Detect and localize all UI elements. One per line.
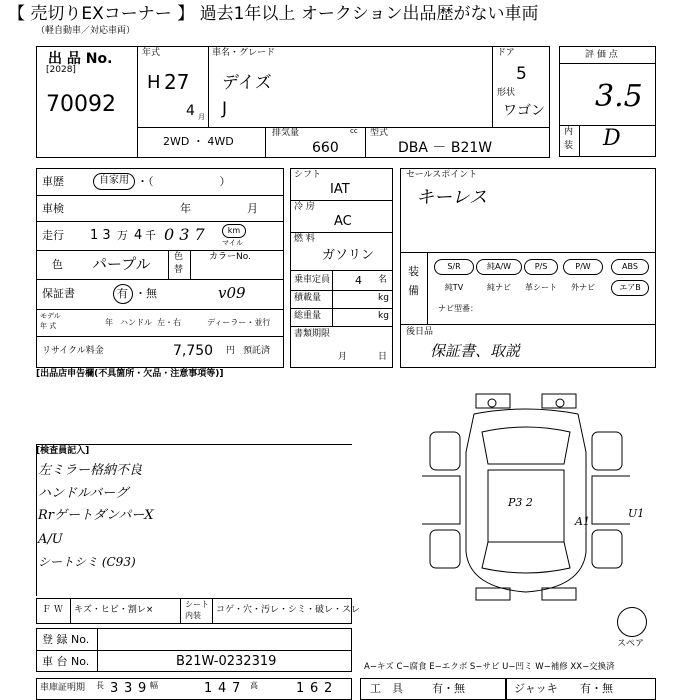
equip-abs: ABS bbox=[611, 259, 649, 275]
cert-digit: 2 bbox=[324, 681, 333, 696]
mileage-rest: 0 3 7 bbox=[164, 225, 205, 244]
cert-digit: 長 bbox=[96, 681, 104, 690]
lot-label: 出 品 No. bbox=[48, 51, 113, 67]
mileage-label: 走行 bbox=[42, 229, 64, 242]
cert-label: 車庫証明期 bbox=[40, 683, 86, 693]
fw-label: Ｆ Ｗ bbox=[42, 605, 63, 615]
door-label: ドア bbox=[497, 48, 515, 58]
recycle-label: リサイクル料金 bbox=[42, 346, 104, 356]
salespoint-label: セールスポイント bbox=[406, 170, 478, 180]
weight-unit: kg bbox=[378, 311, 389, 321]
displacement-label: 排気量 bbox=[272, 128, 300, 138]
weight-label: 総重量 bbox=[294, 311, 322, 321]
diagram-note-3: U1 bbox=[628, 507, 645, 520]
recycle-unit: 円 bbox=[226, 346, 236, 356]
year-month: 4 bbox=[186, 103, 195, 119]
equip-alloy: 純A/W bbox=[476, 259, 522, 275]
recycle-value: 7,750 bbox=[173, 343, 214, 359]
tools-label: 工 具 bbox=[370, 682, 403, 695]
equip-airbag: エアB bbox=[611, 280, 649, 296]
chassis-value: B21W-0232319 bbox=[176, 654, 277, 669]
score-value: 3.5 bbox=[595, 79, 643, 114]
condition-items-1: キズ・ヒビ・割レ× bbox=[74, 605, 154, 615]
warranty-no: ・無 bbox=[135, 287, 157, 300]
ac-label: 冷 房 bbox=[294, 202, 315, 212]
history-label: 車歴 bbox=[42, 175, 64, 188]
name-grade: J bbox=[222, 99, 228, 119]
load-unit: kg bbox=[378, 293, 389, 303]
model-label: 型式 bbox=[370, 128, 389, 138]
cert-digit: 4 bbox=[218, 681, 227, 696]
shift-label: シフト bbox=[294, 170, 322, 180]
docs-month: 月 bbox=[338, 352, 348, 362]
equip-sr: S/R bbox=[434, 259, 474, 275]
seat-label-1: シート bbox=[185, 600, 209, 609]
warranty-label: 保証書 bbox=[42, 287, 75, 300]
cert-digit: 3 bbox=[124, 681, 133, 696]
displacement-value: 660 bbox=[312, 140, 339, 156]
shape-value: ワゴン bbox=[503, 103, 545, 119]
name-value: デイズ bbox=[222, 73, 272, 93]
door-value: 5 bbox=[516, 64, 527, 84]
name-label: 車名・グレード bbox=[212, 48, 276, 58]
left-table bbox=[36, 168, 284, 368]
shape-label: 形状 bbox=[497, 88, 516, 98]
top-note: （軽自動車／対応車両） bbox=[36, 26, 136, 36]
year-label: 年式 bbox=[142, 48, 161, 58]
cert-digit: 幅 bbox=[150, 681, 158, 690]
jack-label: ジャッキ bbox=[514, 682, 558, 695]
equip-ps: P/S bbox=[524, 259, 558, 275]
diagram-note-2: A1 bbox=[575, 515, 590, 528]
load-label: 積載量 bbox=[294, 293, 322, 303]
modelyear-dealer: ディーラー・並行 bbox=[207, 318, 271, 327]
capacity-value: 4 bbox=[355, 274, 362, 287]
displacement-unit: cc bbox=[350, 127, 358, 135]
registration-label: 登 録 No. bbox=[42, 633, 90, 646]
cert-digit: 9 bbox=[138, 681, 147, 696]
modelyear-label-2: 年 式 bbox=[40, 322, 57, 330]
warranty-yes: 有 bbox=[117, 287, 128, 300]
inspector-line-1: 左ミラー格納不良 bbox=[38, 463, 143, 478]
mileage-unit: km bbox=[222, 224, 246, 238]
color-value: パープル bbox=[92, 255, 151, 273]
color-change-2: 替 bbox=[174, 265, 184, 275]
history-circled: 自家用 bbox=[93, 173, 135, 190]
modelyear-lr: 左・右 bbox=[157, 318, 181, 327]
seat-label-2: 内装 bbox=[185, 611, 201, 620]
color-label: 色 bbox=[52, 258, 63, 271]
jack-value: 有・無 bbox=[580, 682, 613, 695]
mileage-sen-unit: 千 bbox=[145, 229, 156, 242]
lot-number: 70092 bbox=[46, 92, 116, 117]
shift-value: IAT bbox=[330, 182, 350, 197]
cert-digit: 高 bbox=[250, 681, 258, 690]
inspector-line-3: RrゲートダンパーX bbox=[38, 508, 154, 523]
modelyear-handle: ハンドル bbox=[120, 318, 152, 327]
damage-legend: A−キズ C−腐食 E−エクボ S−サビ U−凹ミ W−補修 XX−交換済 bbox=[364, 662, 615, 672]
cert-digit: 6 bbox=[310, 681, 319, 696]
equip-tv: 純TV bbox=[444, 283, 464, 292]
recycle-note: 預託済 bbox=[243, 346, 271, 356]
header-title: 【 売切りEXコーナー 】 過去1年以上 オークション出品歴がない車両 bbox=[8, 4, 539, 24]
equip-label-2: 備 bbox=[408, 284, 419, 297]
score-label: 評 価 点 bbox=[585, 50, 618, 60]
spare-tire-icon bbox=[617, 607, 647, 637]
inspector-label: [検査員記入] bbox=[36, 446, 90, 456]
inspector-line-5: シートシミ (C93) bbox=[38, 555, 136, 569]
cert-digit: 1 bbox=[204, 681, 213, 696]
diagram-note-1: P3 2 bbox=[508, 496, 533, 509]
condition-items-2: コゲ・穴・汚レ・シミ・破レ・スレ bbox=[216, 605, 361, 615]
inspector-line-4: A/U bbox=[38, 532, 63, 547]
year-month-unit: 月 bbox=[198, 113, 205, 121]
cert-digit: 7 bbox=[232, 681, 241, 696]
cert-digit: 1 bbox=[296, 681, 305, 696]
later-value: 保証書、取説 bbox=[430, 342, 521, 360]
lot-year-tag: [2028] bbox=[46, 65, 76, 75]
mileage-sen: 4 bbox=[134, 228, 143, 243]
color-change-1: 色 bbox=[174, 252, 184, 262]
fuel-value: ガソリン bbox=[322, 248, 375, 263]
inspection-month: 月 bbox=[247, 202, 258, 215]
inspection-year: 年 bbox=[180, 202, 191, 215]
inspection-label: 車検 bbox=[42, 202, 64, 215]
equip-navi-model: ナビ型番： bbox=[438, 304, 478, 313]
modelyear-label-1: モデル bbox=[40, 312, 61, 320]
chassis-label: 車 台 No. bbox=[42, 655, 90, 668]
history-rest: ・（ ） bbox=[137, 175, 231, 188]
interior-label-1: 内 bbox=[564, 127, 574, 137]
year-value: 27 bbox=[164, 70, 190, 94]
equip-label-1: 装 bbox=[408, 265, 419, 278]
equip-navi: 純ナビ bbox=[487, 283, 511, 292]
interior-label-2: 装 bbox=[564, 141, 574, 151]
drive-value: 2WD ・ 4WD bbox=[163, 135, 234, 148]
salespoint-value: キーレス bbox=[416, 187, 488, 208]
cert-digit: 3 bbox=[110, 681, 119, 696]
inspector-line-2: ハンドルバーグ bbox=[38, 486, 129, 501]
later-label: 後日品 bbox=[406, 327, 434, 337]
tools-value: 有・無 bbox=[432, 682, 465, 695]
mileage-man: 1 3 bbox=[90, 228, 111, 243]
spare-label: スペア bbox=[617, 639, 645, 649]
mileage-unit2: マイル bbox=[222, 239, 243, 247]
color-no-label: カラーNo. bbox=[209, 252, 251, 262]
model-value: DBA － B21W bbox=[398, 140, 493, 156]
modelyear-year: 年 bbox=[105, 318, 113, 327]
interior-value: D bbox=[603, 126, 621, 151]
mileage-man-unit: 万 bbox=[117, 229, 128, 242]
fuel-label: 燃 料 bbox=[294, 234, 315, 244]
equip-pw: P/W bbox=[563, 259, 603, 275]
docs-label: 書類期限 bbox=[294, 329, 331, 339]
equip-extnavi: 外ナビ bbox=[571, 283, 595, 292]
docs-day: 日 bbox=[378, 352, 388, 362]
equip-leather: 革シート bbox=[525, 283, 557, 292]
capacity-unit: 名 bbox=[378, 275, 388, 285]
year-era: H bbox=[147, 72, 161, 93]
capacity-label: 乗車定員 bbox=[294, 275, 331, 285]
warranty-hand-note: v09 bbox=[218, 284, 246, 302]
ac-value: AC bbox=[334, 214, 352, 229]
seller-section: [出品店申告欄(不具箇所・欠品・注意事項等)] bbox=[36, 369, 224, 379]
